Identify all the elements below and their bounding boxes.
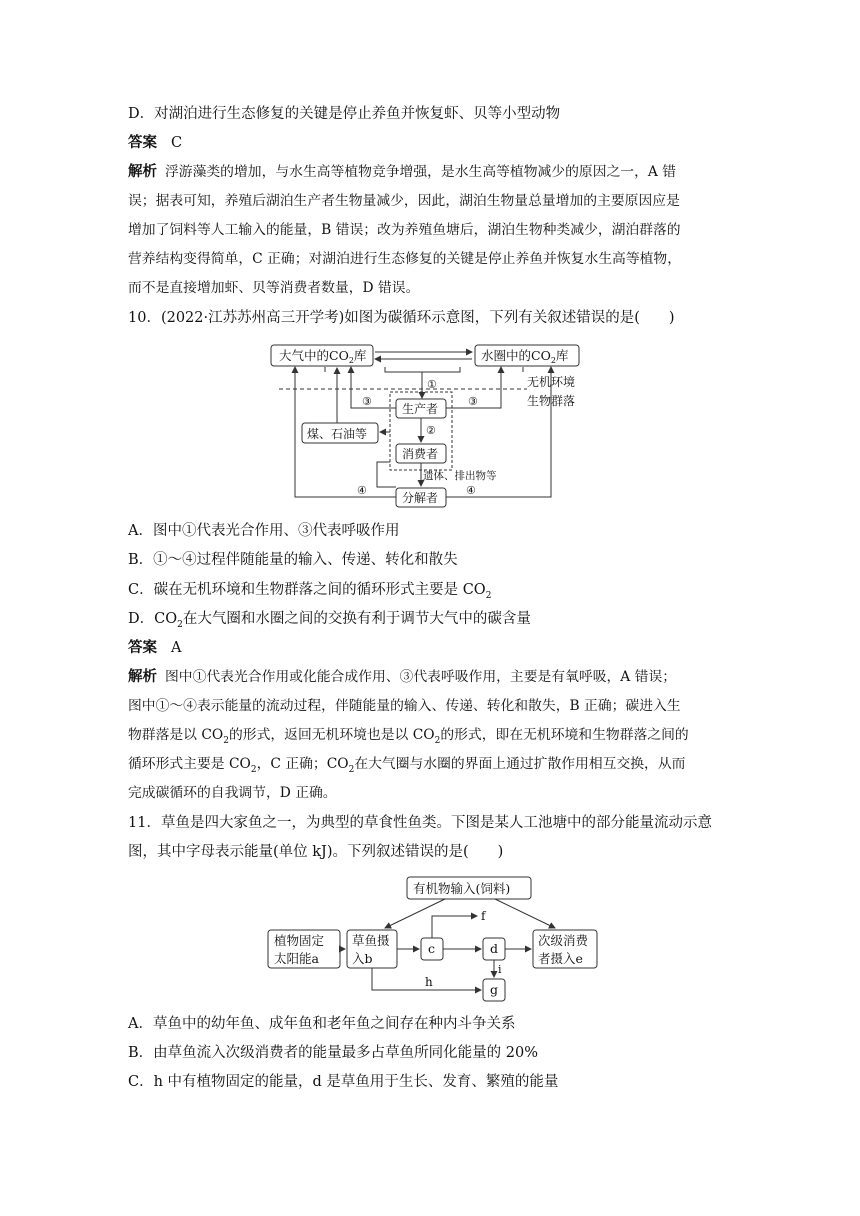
d-label: d — [490, 941, 499, 956]
svg-text:水圈中的CO2库 — [481, 348, 569, 365]
q10-explain-line-2: 图中①～④表示能量的流动过程，伴随能量的输入、传递、转化和散失，B 正确；碳进入生 — [128, 698, 681, 714]
q9-answer — [128, 133, 182, 153]
i-label: i — [498, 963, 502, 976]
decomposer-label: 分解者 — [402, 491, 439, 505]
h-label: h — [425, 975, 433, 989]
explain-text: 物群落是以 CO — [128, 727, 224, 743]
subscript: 2 — [348, 356, 354, 365]
option-text: D．CO — [128, 611, 178, 627]
secondary-consumer-label-2: 者摄入e — [538, 951, 583, 966]
process-3-right-label: ③ — [468, 395, 478, 408]
explain-label: 解析 — [128, 669, 157, 685]
q11-option-c: C．h 中有植物固定的能量，d 是草鱼用于生长、发育、繁殖的能量 — [128, 1074, 559, 1090]
q10-explain-line-3 — [128, 725, 689, 751]
energy-flow-diagram — [265, 874, 605, 1004]
hydrosphere-label: 水圈中的CO — [481, 348, 551, 363]
answer-value: A — [171, 640, 182, 656]
answer-label: 答案 — [128, 640, 157, 656]
option-text: C．碳在无机环境和生物群落之间的循环形式主要是 CO — [128, 582, 486, 598]
q9-explain-line-5: 而不是直接增加虾、贝等消费者数量，D 错误。 — [128, 280, 420, 296]
grass-carp-label-1: 草鱼摄 — [352, 933, 390, 948]
secondary-consumer-label-1: 次级消费 — [538, 933, 589, 948]
hydrosphere-suffix: 库 — [555, 348, 569, 363]
process-4-right-label: ④ — [466, 484, 476, 497]
q10-option-d — [128, 609, 531, 635]
q9-option-d: D．对湖泊进行生态修复的关键是停止养鱼并恢复虾、贝等小型动物 — [128, 106, 561, 122]
atmosphere-suffix: 库 — [353, 348, 367, 363]
abiotic-environment-label: 无机环境 — [527, 375, 576, 389]
biotic-community-label: 生物群落 — [527, 394, 576, 408]
explain-text: 的形式，即在无机环境和生物群落之间的 — [440, 727, 689, 743]
q10-option-a: A．图中①代表光合作用、③代表呼吸作用 — [128, 523, 400, 539]
q9-explain-line-3: 增加了饲料等人工输入的能量，B 错误；改为养殖鱼塘后，湖泊生物种类减少，湖泊群落的 — [128, 222, 681, 238]
fossil-fuel-label: 煤、石油等 — [307, 427, 368, 441]
remains-label: 遗体、排出物等 — [423, 470, 497, 482]
q10-option-c — [128, 580, 491, 606]
q11-stem-line-2: 图，其中字母表示能量(单位 kJ)。下列叙述错误的是( ) — [128, 844, 504, 860]
explain-text: ，C 正确；CO — [256, 756, 349, 772]
explain-text: 图中①代表光合作用或化能合成作用、③代表呼吸作用，主要是有氧呼吸，A 错误； — [165, 669, 677, 685]
subscript: 2 — [434, 735, 441, 746]
subscript: 2 — [550, 356, 556, 365]
explain-label: 解析 — [128, 164, 157, 180]
subscript: 2 — [250, 764, 257, 775]
atmosphere-label: 大气中的CO — [279, 348, 349, 363]
q9-explain-line-2: 误；据表可知，养殖后湖泊生产者生物量减少，因此，湖泊生物量总量增加的主要原因应是 — [128, 193, 680, 209]
c-label: c — [428, 941, 436, 956]
q9-explain-line-4: 营养结构变得简单，C 正确；对湖泊进行生态修复的关键是停止养鱼并恢复水生高等植物， — [128, 251, 682, 267]
process-2-label: ② — [426, 424, 436, 437]
subscript: 2 — [223, 735, 229, 746]
plant-label-1: 植物固定 — [274, 933, 325, 948]
carbon-cycle-diagram — [265, 342, 595, 512]
f-label: f — [481, 909, 486, 923]
plant-label-2: 太阳能a — [274, 951, 319, 966]
q10-explain-line-4 — [128, 754, 685, 780]
q9-explain-line-1 — [128, 162, 676, 182]
option-text-tail: 在大气圈和水圈之间的交换有利于调节大气中的碳含量 — [182, 611, 531, 627]
answer-value: C — [171, 135, 183, 151]
subscript: 2 — [485, 590, 492, 601]
svg-text:大气中的CO2库 — [279, 348, 367, 365]
q10-explain-line-5: 完成碳循环的自我调节，D 正确。 — [128, 785, 337, 801]
explain-text: 在大气圈与水圈的界面上通过扩散作用相互交换，从而 — [354, 756, 686, 772]
process-3-left-label: ③ — [362, 395, 372, 408]
grass-carp-label-2: 入b — [352, 951, 373, 966]
q10-stem: 10．(2022·江苏苏州高三开学考)如图为碳循环示意图，下列有关叙述错误的是( ) — [128, 310, 675, 326]
q10-answer — [128, 638, 181, 658]
subscript: 2 — [177, 619, 183, 630]
g-label: g — [490, 982, 499, 997]
process-1-label: ① — [427, 378, 437, 391]
explain-text: 循环形式主要是 CO — [128, 756, 251, 772]
organic-input-label: 有机物输入(饲料) — [413, 881, 511, 896]
subscript: 2 — [348, 764, 355, 775]
q11-option-b: B．由草鱼流入次级消费者的能量最多占草鱼所同化能量的 20% — [128, 1045, 538, 1061]
producer-label: 生产者 — [402, 402, 439, 416]
consumer-label: 消费者 — [402, 447, 439, 461]
process-4-left-label: ④ — [357, 484, 367, 497]
q10-explain-line-1 — [128, 667, 676, 687]
q11-option-a: A．草鱼中的幼年鱼、成年鱼和老年鱼之间存在种内斗争关系 — [128, 1016, 516, 1032]
explain-text: 浮游藻类的增加，与水生高等植物竞争增强，是水生高等植物减少的原因之一，A 错 — [165, 164, 677, 180]
explain-text: 的形式，返回无机环境也是以 CO — [228, 727, 435, 743]
q10-option-b: B．①～④过程伴随能量的输入、传递、转化和散失 — [128, 552, 458, 568]
answer-label: 答案 — [128, 135, 157, 151]
q11-stem-line-1: 11．草鱼是四大家鱼之一，为典型的草食性鱼类。下图是某人工池塘中的部分能量流动示意 — [128, 815, 712, 831]
